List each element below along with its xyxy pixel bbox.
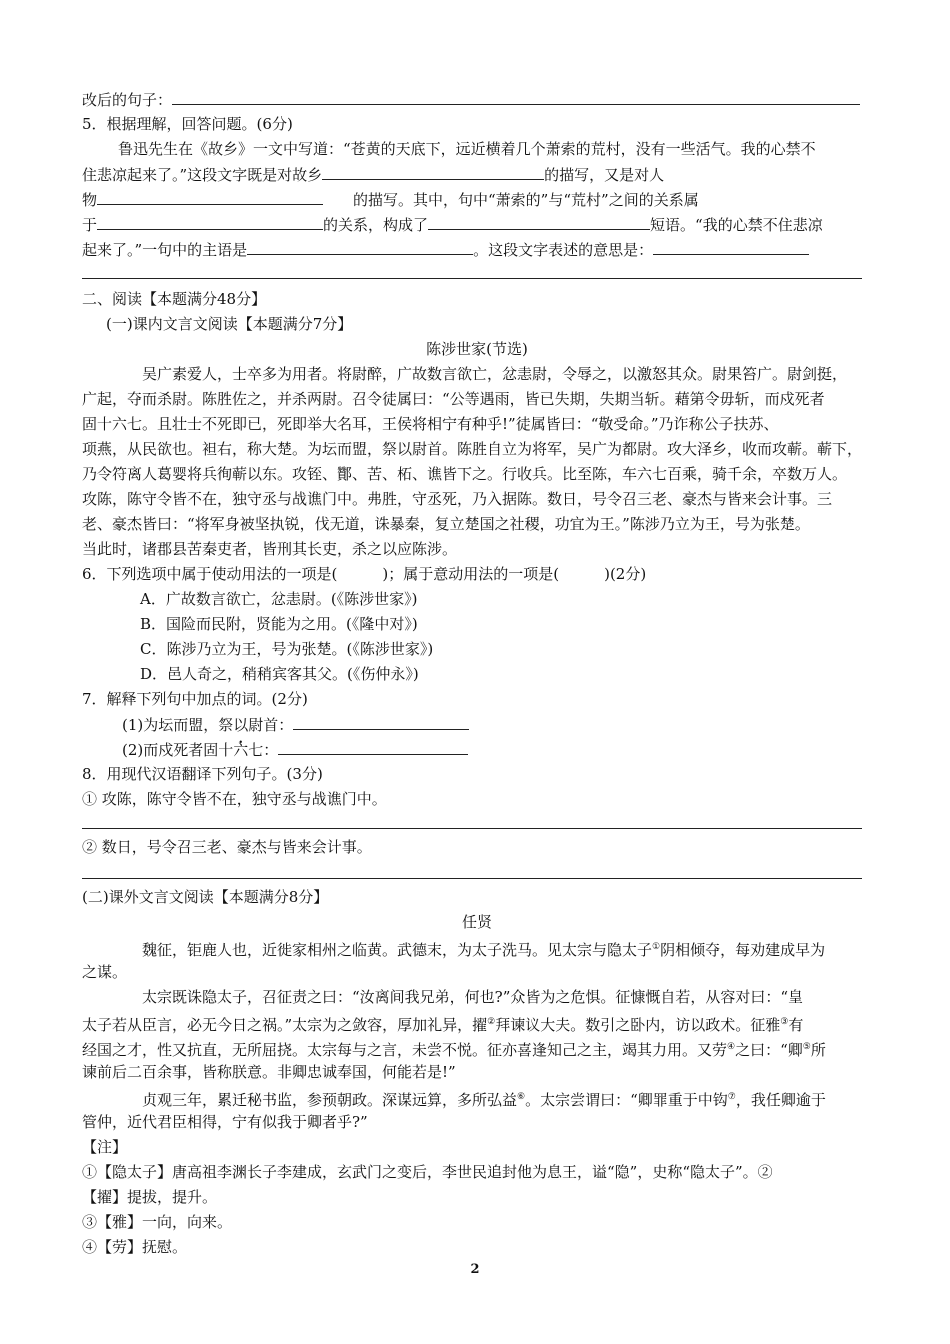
q4-revised-sentence: 改后的句子： (82, 86, 860, 113)
answer-rule[interactable] (82, 878, 862, 879)
passage-line: 魏征，钜鹿人也，近徙家相州之临黄。武德末，为太子洗马。见太宗与隐太子①阴相倾夺，每劝建成早为 (142, 941, 826, 959)
q6-option-b[interactable]: B．国险而民附，贤能为之用。(《隆中对》) (140, 615, 418, 633)
q7-item-1: (1)为坛而盟，祭以尉首： (122, 711, 469, 738)
passage-line: 太子若从臣言，必无今日之祸。”太宗为之敛容，厚加礼异，擢②拜谏议大夫。数引之卧内，访以政术。征雅③有 (82, 1016, 804, 1034)
q5-line: 鲁迅先生在《故乡》一文中写道：“苍黄的天底下，远近横着几个萧索的荒村，没有一些活气。我的心禁不 (118, 140, 816, 158)
q5-line: 起来了。”一句中的主语是 。这段文字表述的意思是： (82, 236, 809, 263)
passage-line: 乃令符离人葛婴将兵徇蕲以东。攻铚、酇、苦、柘、谯皆下之。行收兵。比至陈，车六七百乘，骑千余，卒数万人。 (82, 465, 848, 483)
passage-line: 吴广素爱人，士卒多为用者。将尉醉，广故数言欲亡，忿恚尉，令辱之，以激怒其众。尉果笞广。尉剑挺， (142, 365, 848, 383)
passage-title: 陈涉世家(节选) (426, 340, 528, 358)
q5-line: 物 的描写。其中，句中“萧索的”与“荒村”之间的关系属 (82, 186, 699, 213)
passage-line: 攻陈，陈守令皆不在，独守丞与战谯门中。弗胜，守丞死，乃入据陈。数日，号令召三老、豪杰与皆来会计事。三 (82, 490, 833, 508)
q8-item-2: ② 数日，号令召三老、豪杰与皆来会计事。 (82, 838, 372, 856)
note-item: 【擢】提拔，提升。 (82, 1188, 218, 1206)
note-item: ④【劳】抚慰。 (82, 1238, 188, 1256)
section-title: 二、阅读【本题满分48分】 (82, 290, 267, 308)
answer-blank[interactable] (653, 236, 809, 255)
subsection-title: (一)课内文言文阅读【本题满分7分】 (106, 315, 353, 333)
passage-line: 太宗既诛隐太子，召征责之曰：“汝离间我兄弟，何也?”众皆为之危惧。征慷慨自若，从容对曰：“皇 (142, 988, 804, 1006)
answer-blank[interactable] (97, 186, 323, 205)
answer-blank[interactable] (278, 736, 468, 755)
answer-blank[interactable] (247, 236, 473, 255)
q6-option-c[interactable]: C．陈涉乃立为王，号为张楚。(《陈涉世家》) (140, 640, 434, 658)
passage-line: 项燕，从民欲也。袒右，称大楚。为坛而盟，祭以尉首。陈胜自立为将军，吴广为都尉。攻大泽乡，收而攻蕲。蕲下， (82, 440, 863, 458)
passage-line: 当此时，诸郡县苦秦吏者，皆刑其长吏，杀之以应陈涉。 (82, 540, 458, 558)
q8-item-1: ① 攻陈，陈守令皆不在，独守丞与战谯门中。 (82, 790, 387, 808)
passage-line: 固十六七。且壮士不死即已，死即举大名耳，王侯将相宁有种乎!”徒属皆曰：“敬受命。”乃诈称公子扶苏、 (82, 415, 779, 433)
passage-line: 之谋。 (82, 963, 128, 981)
q6-title: 6．下列选项中属于使动用法的一项是( )；属于意动用法的一项是( )(2分) (82, 565, 647, 583)
passage-title: 任贤 (461, 913, 492, 931)
q8-title: 8．用现代汉语翻译下列句子。(3分) (82, 765, 323, 783)
q5-line: 住悲凉起来了。”这段文字既是对故乡 的描写，又是对人 (82, 161, 664, 188)
answer-blank[interactable] (428, 211, 650, 230)
emphasis-dot-char: 六 (233, 741, 249, 759)
passage-line: 谏前后二百余事，皆称朕意。非卿忠诚奉国，何能若是!” (82, 1063, 456, 1081)
q5-line: 于 的关系，构成了 短语。“我的心禁不住悲凉 (82, 211, 823, 238)
note-item: ①【隐太子】唐高祖李渊长子李建成，玄武门之变后，李世民追封他为息王，谥“隐”，史称“隐太子”。② (82, 1163, 773, 1181)
note-item: ③【雅】一向，向来。 (82, 1213, 233, 1231)
answer-blank[interactable] (97, 211, 323, 230)
q5-title: 5．根据理解，回答问题。(6分) (82, 115, 293, 133)
answer-blank[interactable] (293, 711, 469, 730)
answer-rule[interactable] (82, 828, 862, 829)
answer-blank[interactable] (172, 86, 860, 105)
answer-rule[interactable] (82, 278, 862, 279)
passage-line: 贞观三年，累迁秘书监，参预朝政。深谋远算，多所弘益⑥。太宗尝谓曰：“卿罪重于中钩⑦，我任卿逾于 (142, 1091, 826, 1109)
passage-line: 老、豪杰皆曰：“将军身被坚执锐，伐无道，诛暴秦，复立楚国之社稷，功宜为王。”陈涉乃立为王，号为张楚。 (82, 515, 810, 533)
notes-title: 【注】 (82, 1138, 128, 1156)
q7-item-2: (2)而戍死者固十六七： (122, 736, 468, 763)
q7-title: 7．解释下列句中加点的词。(2分) (82, 690, 308, 708)
subsection-title: (二)课外文言文阅读【本题满分8分】 (82, 888, 329, 906)
page-number: 2 (470, 1262, 480, 1277)
q6-option-a[interactable]: A．广故数言欲亡，忿恚尉。(《陈涉世家》) (140, 590, 418, 608)
q6-option-d[interactable]: D．邑人奇之，稍稍宾客其父。(《伤仲永》) (140, 665, 419, 683)
passage-line: 广起，夺而杀尉。陈胜佐之，并杀两尉。召令徒属曰：“公等遇雨，皆已失期，失期当斩。藉第令毋斩，而戍死者 (82, 390, 825, 408)
passage-line: 管仲，近代君臣相得，宁有似我于卿者乎?” (82, 1113, 368, 1131)
answer-blank[interactable] (322, 161, 544, 180)
passage-line: 经国之才，性又抗直，无所屈挠。太宗每与之言，未尝不悦。征亦喜逢知己之主，竭其力用。又劳④之曰：“卿⑤所 (82, 1041, 826, 1059)
